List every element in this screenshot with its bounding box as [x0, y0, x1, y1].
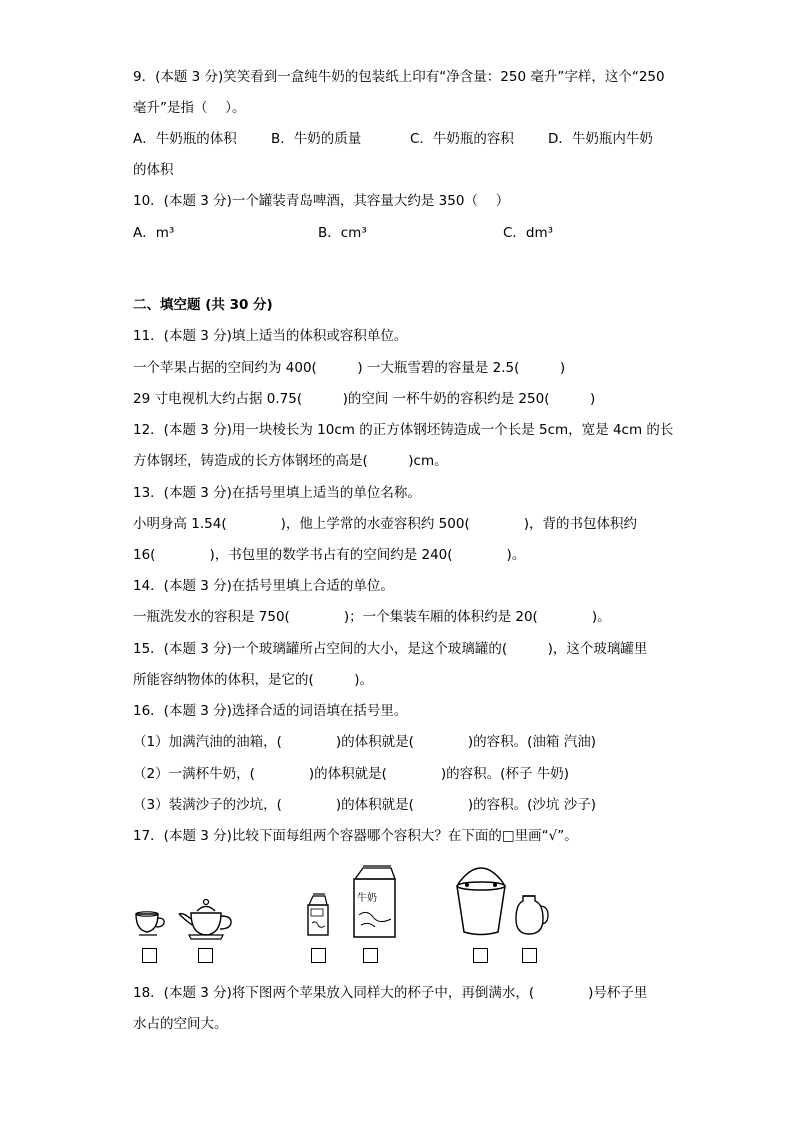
- q9-option-d[interactable]: D．牛奶瓶内牛奶: [548, 131, 653, 147]
- q9-option-a[interactable]: A．牛奶瓶的体积: [133, 131, 237, 147]
- small-milk-carton-icon: [305, 893, 331, 937]
- q12-line-1: 12．(本题 3 分)用一块棱长为 10cm 的正方体钢坯铸造成一个长是 5cm，宽是 4cm 的长: [133, 422, 674, 438]
- bucket-checkbox[interactable]: [473, 948, 488, 963]
- jug-icon: [513, 893, 549, 937]
- q9-line-1: 9．(本题 3 分)笑笑看到一盒纯牛奶的包装纸上印有“净含量：250 毫升”字样，这个“250: [133, 69, 665, 85]
- teacup-checkbox[interactable]: [142, 948, 157, 963]
- large-carton-checkbox[interactable]: [363, 948, 378, 963]
- q9-line-2: 毫升”是指（ ）。: [133, 100, 246, 116]
- jug-checkbox[interactable]: [522, 948, 537, 963]
- teacup-icon: [133, 908, 169, 940]
- q9-option-b[interactable]: B．牛奶的质量: [271, 131, 362, 147]
- q18-line-1: 18．(本题 3 分)将下图两个苹果放入同样大的杯子中，再倒满水，( )号杯子里: [133, 985, 648, 1001]
- q9-line-4: 的体积: [133, 162, 174, 178]
- q11-line-3: 29 寸电视机大约占据 0.75( )的空间 一杯牛奶的容积约是 250( ): [133, 391, 596, 407]
- q14-line-2: 一瓶洗发水的容积是 750( )；一个集装车厢的体积约是 20( )。: [133, 609, 611, 625]
- small-carton-checkbox[interactable]: [311, 948, 326, 963]
- teapot-icon: [177, 898, 235, 942]
- q11-line-2: 一个苹果占据的空间约为 400( ) 一大瓶雪碧的容量是 2.5( ): [133, 360, 566, 376]
- q16-line-4: （3）装满沙子的沙坑，( )的体积就是( )的容积。(沙坑 沙子): [133, 797, 596, 813]
- q10-option-a[interactable]: A．m³: [133, 225, 175, 241]
- q10-option-c[interactable]: C．dm³: [503, 225, 554, 241]
- q16-line-1: 16．(本题 3 分)选择合适的词语填在括号里。: [133, 703, 408, 719]
- q17-line-1: 17．(本题 3 分)比较下面每组两个容器哪个容积大？在下面的□里画“√”。: [133, 828, 578, 844]
- teapot-checkbox[interactable]: [198, 948, 213, 963]
- q15-line-1: 15．(本题 3 分)一个玻璃罐所占空间的大小，是这个玻璃罐的( )，这个玻璃罐里: [133, 641, 648, 657]
- q18-line-2: 水占的空间大。: [133, 1016, 228, 1032]
- section-title: 二、填空题 (共 30 分): [133, 297, 273, 313]
- q16-line-3: （2）一满杯牛奶，( )的体积就是( )的容积。(杯子 牛奶): [133, 766, 569, 782]
- q13-line-2: 小明身高 1.54( )，他上学常的水壶容积约 500( )，背的书包体积约: [133, 516, 637, 532]
- q13-line-3: 16( )，书包里的数学书占有的空间约是 240( )。: [133, 547, 526, 563]
- q10-option-b[interactable]: B．cm³: [318, 225, 367, 241]
- q12-line-2: 方体钢坯，铸造成的长方体钢坯的高是( )cm。: [133, 453, 448, 469]
- milk-carton-label: 牛奶: [357, 893, 377, 904]
- q16-line-2: （1）加满汽油的油箱，( )的体积就是( )的容积。(油箱 汽油): [133, 734, 596, 750]
- q15-line-2: 所能容纳物体的体积，是它的( )。: [133, 672, 374, 688]
- q10-line-1: 10．(本题 3 分)一个罐装青岛啤酒，其容量大约是 350（ ）: [133, 193, 510, 209]
- q9-option-c[interactable]: C．牛奶瓶的容积: [410, 131, 514, 147]
- bucket-icon: [453, 860, 509, 940]
- q13-line-1: 13．(本题 3 分)在括号里填上适当的单位名称。: [133, 485, 421, 501]
- q14-line-1: 14．(本题 3 分)在括号里填上合适的单位。: [133, 578, 394, 594]
- q11-line-1: 11．(本题 3 分)填上适当的体积或容积单位。: [133, 328, 408, 344]
